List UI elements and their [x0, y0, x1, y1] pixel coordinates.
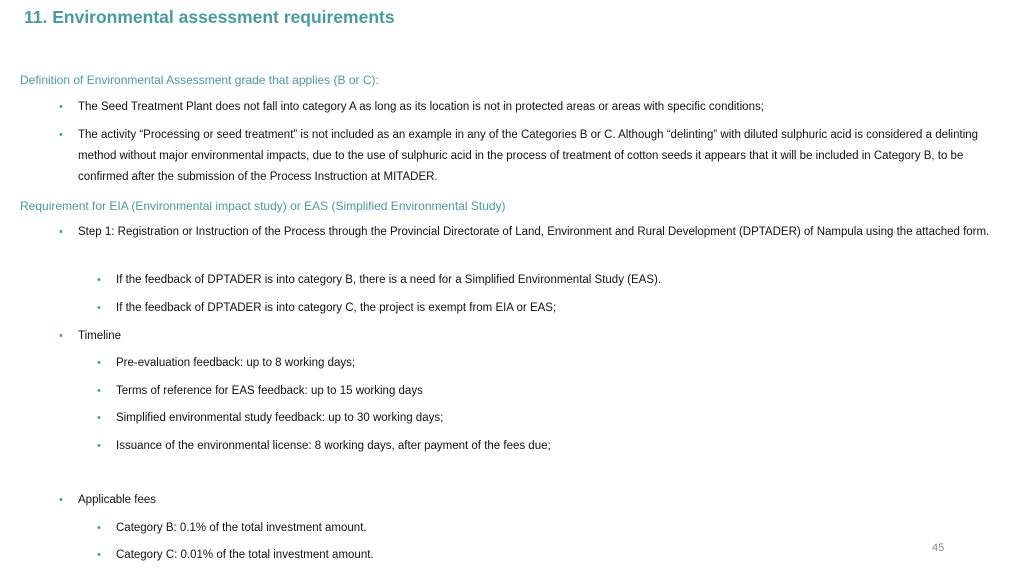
list-item: The activity “Processing or seed treatment” is not included as an example in any of the Categories B or C. Although “delinting” with diluted sulphuric acid is considered a delinting method without major environmental impacts, due to the use of sulphuric acid in the process of treatment of cotton seeds it appears that it will be included in Category B, to be confirmed after the submission of the Process Instruction at MITADER.: [78, 129, 979, 183]
sub-list-item: Issuance of the environmental license: 8 working days, after payment of the fees due;: [116, 440, 551, 452]
sub-bullet: •: [97, 302, 101, 314]
bullet: •: [59, 330, 63, 342]
sub-bullet: •: [97, 412, 101, 424]
sub-list-item: Category C: 0.01% of the total investment amount.: [116, 549, 374, 561]
bullet: •: [59, 226, 63, 238]
section-heading-assessment-grade: Definition of Environmental Assessment grade that applies (B or C):: [20, 73, 379, 87]
sub-bullet: •: [97, 385, 101, 397]
bullet: •: [59, 494, 63, 506]
sub-bullet: •: [97, 357, 101, 369]
list-item: Step 1: Registration or Instruction of the Process through the Provincial Directorate of Land, Environment and Rural Development (DPTADER) of Nampula using the attached form.: [78, 226, 990, 238]
list-item-fees: Applicable fees: [78, 494, 156, 506]
page-number: 45: [932, 542, 945, 554]
sub-list-item: Simplified environmental study feedback: up to 30 working days;: [116, 412, 444, 424]
sub-list-item: Pre-evaluation feedback: up to 8 working days;: [116, 357, 356, 369]
list-item: The Seed Treatment Plant does not fall into category A as long as its location is not in protected areas or areas with specific conditions;: [78, 101, 764, 113]
sub-bullet: •: [97, 440, 101, 452]
sub-list-item: If the feedback of DPTADER is into category B, there is a need for a Simplified Environmental Study (EAS).: [116, 274, 662, 286]
sub-list-item: Terms of reference for EAS feedback: up to 15 working days: [116, 385, 423, 397]
sub-bullet: •: [97, 274, 101, 286]
section-heading-eia-eas: Requirement for EIA (Environmental impact study) or EAS (Simplified Environmental Study): [20, 199, 506, 213]
bullet: •: [59, 101, 63, 113]
sub-bullet: •: [97, 522, 101, 534]
sub-bullet: •: [97, 549, 101, 561]
sub-list-item: Category B: 0.1% of the total investment amount.: [116, 522, 367, 534]
slide-title: 11. Environmental assessment requirements: [24, 7, 395, 27]
bullet: •: [59, 129, 63, 141]
sub-list-item: If the feedback of DPTADER is into category C, the project is exempt from EIA or EAS;: [116, 302, 557, 314]
list-item-timeline: Timeline: [78, 330, 122, 342]
